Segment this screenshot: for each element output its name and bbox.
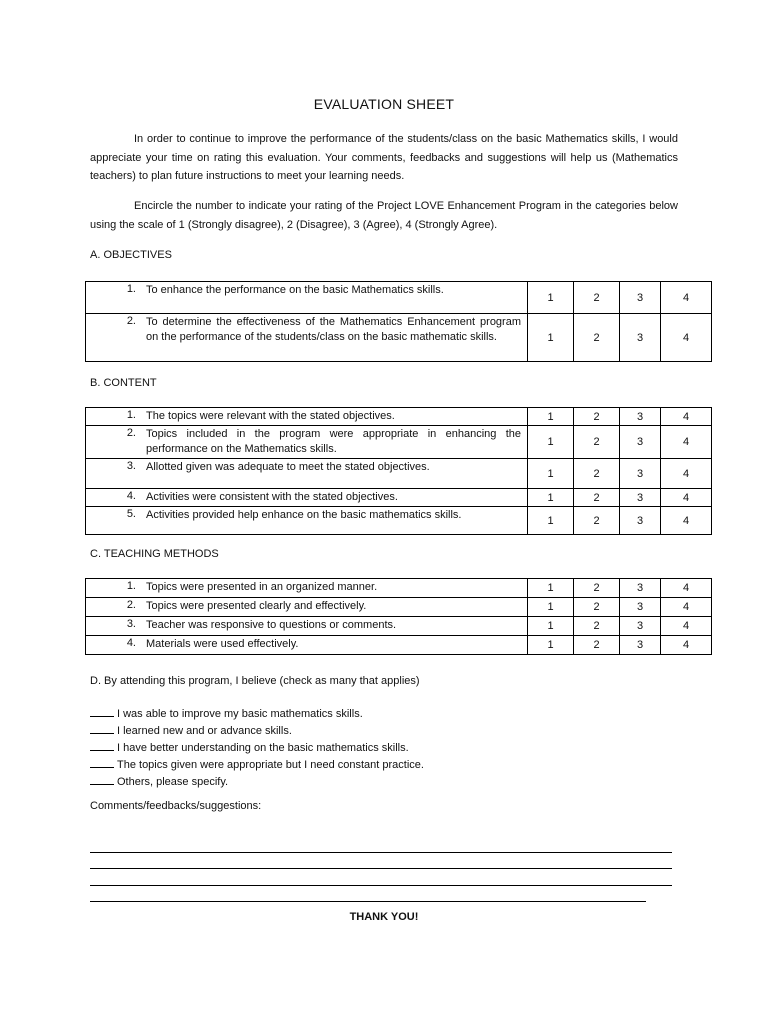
- table-row: [86, 507, 712, 535]
- comment-line[interactable]: [90, 869, 672, 886]
- rating-2[interactable]: 2: [574, 507, 620, 535]
- rating-4[interactable]: 4: [661, 598, 712, 617]
- rating-1[interactable]: 1: [528, 426, 574, 459]
- check-blank[interactable]: [90, 739, 114, 751]
- table-row: [86, 314, 712, 362]
- section-title-teaching-methods: C. TEACHING METHODS: [90, 548, 219, 560]
- rating-1[interactable]: 1: [528, 579, 574, 598]
- content-table: [85, 407, 712, 535]
- checklist: [90, 705, 424, 790]
- item-number: 1.: [126, 409, 136, 421]
- rating-1[interactable]: 1: [528, 507, 574, 535]
- item-text: The topics were relevant with the stated objectives.: [146, 410, 395, 422]
- rating-3[interactable]: 3: [620, 636, 661, 655]
- table-row: [86, 598, 712, 617]
- rating-4[interactable]: 4: [661, 408, 712, 426]
- rating-4[interactable]: 4: [661, 636, 712, 655]
- table-row: [86, 459, 712, 489]
- table-row: [86, 617, 712, 636]
- table-row: [86, 426, 712, 459]
- rating-4[interactable]: 4: [661, 507, 712, 535]
- rating-2[interactable]: 2: [574, 426, 620, 459]
- rating-4[interactable]: 4: [661, 579, 712, 598]
- item-text: To determine the effectiveness of the Mathematics Enhancement program on the performance of the students/class on the basic mathematic skills.: [146, 316, 521, 343]
- section-title-content: B. CONTENT: [90, 377, 157, 389]
- rating-4[interactable]: 4: [661, 459, 712, 489]
- rating-3[interactable]: 3: [620, 579, 661, 598]
- rating-1[interactable]: 1: [528, 617, 574, 636]
- rating-3[interactable]: 3: [620, 459, 661, 489]
- table-row: [86, 489, 712, 507]
- page-title: EVALUATION SHEET: [313, 96, 455, 112]
- item-cell: [86, 579, 528, 598]
- item-cell: [86, 598, 528, 617]
- comment-line[interactable]: [90, 886, 646, 903]
- rating-1[interactable]: 1: [528, 489, 574, 507]
- item-cell: [86, 507, 528, 535]
- rating-1[interactable]: 1: [528, 282, 574, 314]
- rating-2[interactable]: 2: [574, 617, 620, 636]
- rating-1[interactable]: 1: [528, 314, 574, 362]
- rating-4[interactable]: 4: [661, 426, 712, 459]
- item-cell: [86, 314, 528, 362]
- rating-2[interactable]: 2: [574, 636, 620, 655]
- check-blank[interactable]: [90, 705, 114, 717]
- rating-3[interactable]: 3: [620, 282, 661, 314]
- rating-1[interactable]: 1: [528, 459, 574, 489]
- intro-paragraph-2: Encircle the number to indicate your rating of the Project LOVE Enhancement Program in the categories below using the scale of 1 (Strongly disagree), 2 (Disagree), 3 (Agree), 4 (Strongly Agree).: [90, 200, 678, 231]
- rating-1[interactable]: 1: [528, 636, 574, 655]
- item-cell: [86, 636, 528, 655]
- item-number: 2.: [126, 427, 136, 439]
- rating-4[interactable]: 4: [661, 489, 712, 507]
- table-row: [86, 282, 712, 314]
- rating-3[interactable]: 3: [620, 598, 661, 617]
- rating-3[interactable]: 3: [620, 314, 661, 362]
- checklist-item[interactable]: Others, please specify.: [90, 773, 424, 790]
- item-text: To enhance the performance on the basic Mathematics skills.: [146, 284, 444, 296]
- checklist-item[interactable]: I learned new and or advance skills.: [90, 722, 424, 739]
- checklist-item[interactable]: I have better understanding on the basic mathematics skills.: [90, 739, 424, 756]
- table-row: [86, 636, 712, 655]
- rating-2[interactable]: 2: [574, 579, 620, 598]
- item-number: 3.: [126, 618, 136, 630]
- teaching-methods-table: [85, 578, 712, 655]
- check-blank[interactable]: [90, 722, 114, 734]
- comments-label: Comments/feedbacks/suggestions:: [90, 800, 262, 812]
- rating-4[interactable]: 4: [661, 314, 712, 362]
- item-text: Teacher was responsive to questions or comments.: [146, 619, 397, 631]
- item-number: 2.: [126, 315, 136, 327]
- check-blank[interactable]: [90, 773, 114, 785]
- item-text: Materials were used effectively.: [146, 638, 299, 650]
- item-text: Activities provided help enhance on the basic mathematics skills.: [146, 509, 462, 521]
- rating-2[interactable]: 2: [574, 459, 620, 489]
- item-text: Topics included in the program were appropriate in enhancing the performance on the Mathematics skills.: [146, 428, 521, 455]
- rating-3[interactable]: 3: [620, 426, 661, 459]
- rating-3[interactable]: 3: [620, 489, 661, 507]
- intro-paragraph-1: In order to continue to improve the performance of the students/class on the basic Mathematics skills, I would appreciate your time on rating this evaluation. Your comments, feedbacks and suggestions will help us (Mathematics teachers) to plan future instructions to meet your learning needs.: [90, 133, 678, 182]
- table-row: [86, 579, 712, 598]
- rating-1[interactable]: 1: [528, 598, 574, 617]
- rating-1[interactable]: 1: [528, 408, 574, 426]
- rating-2[interactable]: 2: [574, 598, 620, 617]
- item-text: Topics were presented in an organized manner.: [146, 581, 378, 593]
- item-number: 2.: [126, 599, 136, 611]
- rating-4[interactable]: 4: [661, 282, 712, 314]
- item-cell: [86, 426, 528, 459]
- item-text: Activities were consistent with the stated objectives.: [146, 491, 398, 503]
- rating-2[interactable]: 2: [574, 408, 620, 426]
- item-cell: [86, 408, 528, 426]
- table-row: [86, 408, 712, 426]
- item-number: 4.: [126, 637, 136, 649]
- rating-2[interactable]: 2: [574, 282, 620, 314]
- item-cell: [86, 617, 528, 636]
- checklist-item[interactable]: The topics given were appropriate but I need constant practice.: [90, 756, 424, 773]
- checklist-item[interactable]: I was able to improve my basic mathematics skills.: [90, 705, 424, 722]
- rating-2[interactable]: 2: [574, 314, 620, 362]
- item-text: Allotted given was adequate to meet the stated objectives.: [146, 461, 430, 473]
- item-number: 3.: [126, 460, 136, 472]
- rating-3[interactable]: 3: [620, 617, 661, 636]
- rating-4[interactable]: 4: [661, 617, 712, 636]
- item-text: Topics were presented clearly and effectively.: [146, 600, 367, 612]
- comment-line[interactable]: [90, 853, 672, 870]
- section-title-objectives: A. OBJECTIVES: [90, 249, 172, 261]
- rating-2[interactable]: 2: [574, 489, 620, 507]
- item-number: 5.: [126, 508, 136, 520]
- rating-3[interactable]: 3: [620, 507, 661, 535]
- comments-area[interactable]: [90, 836, 672, 902]
- item-cell: [86, 489, 528, 507]
- item-cell: [86, 459, 528, 489]
- item-number: 1.: [126, 580, 136, 592]
- item-number: 4.: [126, 490, 136, 502]
- item-number: 1.: [126, 283, 136, 295]
- thank-you-text: THANK YOU!: [349, 911, 419, 923]
- checklist-title: D. By attending this program, I believe (check as many that applies): [90, 675, 420, 687]
- check-blank[interactable]: [90, 756, 114, 768]
- rating-3[interactable]: 3: [620, 408, 661, 426]
- objectives-table: [85, 281, 712, 362]
- comment-line[interactable]: [90, 836, 672, 853]
- item-cell: [86, 282, 528, 314]
